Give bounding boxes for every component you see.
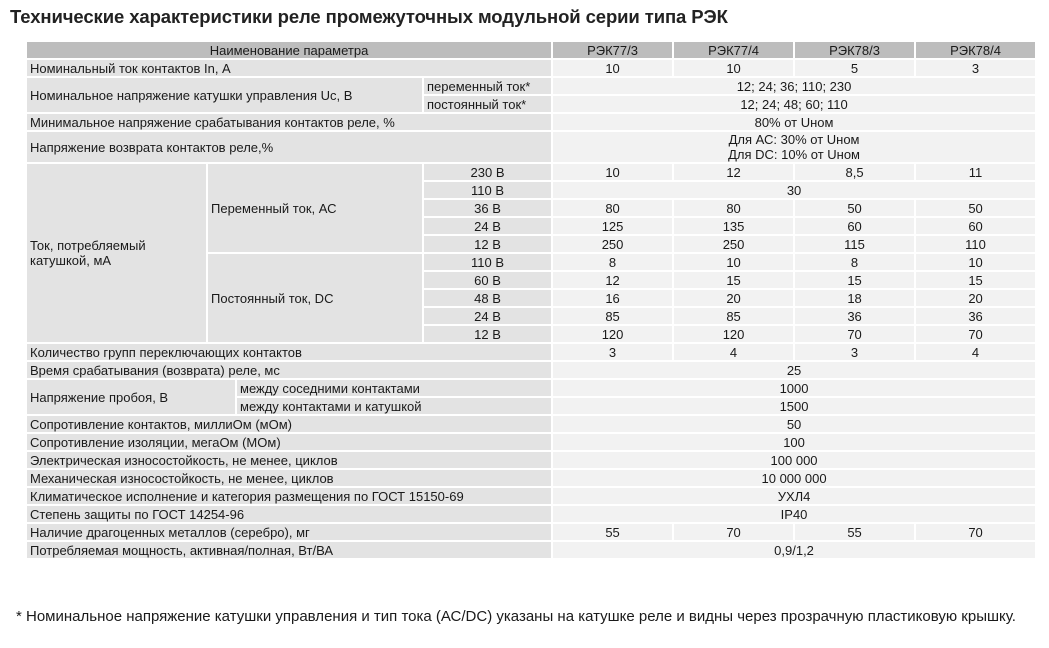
voltage-label: 110 В xyxy=(424,254,551,270)
dc-group-label: Постоянный ток, DC xyxy=(208,254,422,342)
row-label: Электрическая износостойкость, не менее, циклов xyxy=(27,452,551,468)
cell-value: 60 xyxy=(795,218,914,234)
row-label: Напряжение пробоя, В xyxy=(27,380,235,414)
cell-value: 70 xyxy=(795,326,914,342)
cell-value: 18 xyxy=(795,290,914,306)
ac-group-label: Переменный ток, АС xyxy=(208,164,422,252)
table-row xyxy=(27,344,1035,360)
header-model: РЭК77/3 xyxy=(553,42,672,58)
table-row xyxy=(27,416,1035,432)
cell-value: 70 xyxy=(674,524,793,540)
page-title: Технические характеристики реле промежуточных модульной серии типа РЭК xyxy=(10,6,728,27)
cell-value: 80% от Uном xyxy=(553,114,1035,130)
cell-value: 20 xyxy=(674,290,793,306)
voltage-label: 24 В xyxy=(424,308,551,324)
sub-label: между контактами и катушкой xyxy=(237,398,551,414)
coil-label-line1: Ток, потребляемый xyxy=(30,238,146,253)
sub-label: между соседними контактами xyxy=(237,380,551,396)
cell-value: 10 000 000 xyxy=(553,470,1035,486)
table-row xyxy=(27,114,1035,130)
cell-value: 115 xyxy=(795,236,914,252)
cell-value: УХЛ4 xyxy=(553,488,1035,504)
cell-value: 100 xyxy=(553,434,1035,450)
cell-value: 5 xyxy=(795,60,914,76)
row-label xyxy=(27,164,206,342)
cell-value: 3 xyxy=(916,60,1035,76)
voltage-label: 110 В xyxy=(424,182,551,198)
cell-value: 12 xyxy=(553,272,672,288)
cell-value: 50 xyxy=(916,200,1035,216)
table-header-row xyxy=(27,42,1035,58)
cell-value: 1000 xyxy=(553,380,1035,396)
voltage-label: 230 В xyxy=(424,164,551,180)
cell-value: 8 xyxy=(553,254,672,270)
cell-value: 25 xyxy=(553,362,1035,378)
cell-value: 10 xyxy=(674,254,793,270)
row-label: Напряжение возврата контактов реле,% xyxy=(27,132,551,162)
row-label: Наличие драгоценных металлов (серебро), мг xyxy=(27,524,551,540)
cell-value: 85 xyxy=(674,308,793,324)
header-model: РЭК78/3 xyxy=(795,42,914,58)
cell-value: 50 xyxy=(795,200,914,216)
table-row xyxy=(27,488,1035,504)
table-row xyxy=(27,60,1035,76)
cell-value: 10 xyxy=(674,60,793,76)
voltage-label: 36 В xyxy=(424,200,551,216)
return-ac-text: Для АС: 30% от Uном xyxy=(728,132,860,147)
cell-value: 36 xyxy=(795,308,914,324)
row-label: Минимальное напряжение срабатывания контактов реле, % xyxy=(27,114,551,130)
header-model: РЭК77/4 xyxy=(674,42,793,58)
cell-value: 12; 24; 48; 60; 110 xyxy=(553,96,1035,112)
cell-value: 250 xyxy=(553,236,672,252)
cell-value: 80 xyxy=(674,200,793,216)
row-label: Количество групп переключающих контактов xyxy=(27,344,551,360)
cell-value: 36 xyxy=(916,308,1035,324)
cell-value: 70 xyxy=(916,524,1035,540)
voltage-label: 24 В xyxy=(424,218,551,234)
table-row xyxy=(27,542,1035,558)
table-row xyxy=(27,506,1035,522)
table-row xyxy=(27,362,1035,378)
cell-value: 80 xyxy=(553,200,672,216)
cell-value: 8 xyxy=(795,254,914,270)
sub-label: переменный ток* xyxy=(424,78,551,94)
cell-value: 250 xyxy=(674,236,793,252)
row-label: Потребляемая мощность, активная/полная, Вт/ВА xyxy=(27,542,551,558)
cell-value: 50 xyxy=(553,416,1035,432)
cell-value: 15 xyxy=(916,272,1035,288)
cell-value: 11 xyxy=(916,164,1035,180)
row-label: Степень защиты по ГОСТ 14254-96 xyxy=(27,506,551,522)
cell-value: 30 xyxy=(553,182,1035,198)
cell-value: 125 xyxy=(553,218,672,234)
voltage-label: 48 В xyxy=(424,290,551,306)
cell-value: 0,9/1,2 xyxy=(553,542,1035,558)
cell-value: 55 xyxy=(795,524,914,540)
table-row xyxy=(27,164,1035,180)
table-row xyxy=(27,78,1035,94)
cell-value: 100 000 xyxy=(553,452,1035,468)
cell-value: 16 xyxy=(553,290,672,306)
cell-value: 70 xyxy=(916,326,1035,342)
coil-label-line2: катушкой, мА xyxy=(30,253,112,268)
row-label: Номинальный ток контактов In, А xyxy=(27,60,551,76)
cell-value: 10 xyxy=(916,254,1035,270)
row-label: Время срабатывания (возврата) реле, мс xyxy=(27,362,551,378)
cell-value: IP40 xyxy=(553,506,1035,522)
row-label: Сопротивление контактов, миллиОм (мОм) xyxy=(27,416,551,432)
cell-value: 4 xyxy=(674,344,793,360)
cell-value: 60 xyxy=(916,218,1035,234)
cell-value: 8,5 xyxy=(795,164,914,180)
row-label: Климатическое исполнение и категория размещения по ГОСТ 15150-69 xyxy=(27,488,551,504)
cell-value: 10 xyxy=(553,60,672,76)
table-row xyxy=(27,452,1035,468)
cell-value: 55 xyxy=(553,524,672,540)
cell-value: 15 xyxy=(674,272,793,288)
table-row xyxy=(27,132,1035,162)
table-row xyxy=(27,434,1035,450)
cell-value xyxy=(553,132,1035,162)
table-row xyxy=(27,470,1035,486)
cell-value: 20 xyxy=(916,290,1035,306)
header-model: РЭК78/4 xyxy=(916,42,1035,58)
cell-value: 15 xyxy=(795,272,914,288)
cell-value: 4 xyxy=(916,344,1035,360)
spec-table xyxy=(25,40,1037,560)
cell-value: 12; 24; 36; 110; 230 xyxy=(553,78,1035,94)
cell-value: 10 xyxy=(553,164,672,180)
row-label: Механическая износостойкость, не менее, циклов xyxy=(27,470,551,486)
voltage-label: 12 В xyxy=(424,326,551,342)
return-dc-text: Для DC: 10% от Uном xyxy=(728,147,860,162)
cell-value: 12 xyxy=(674,164,793,180)
cell-value: 3 xyxy=(553,344,672,360)
cell-value: 120 xyxy=(553,326,672,342)
table-row xyxy=(27,524,1035,540)
cell-value: 135 xyxy=(674,218,793,234)
sub-label: постоянный ток* xyxy=(424,96,551,112)
voltage-label: 12 В xyxy=(424,236,551,252)
header-param: Наименование параметра xyxy=(27,42,551,58)
row-label: Номинальное напряжение катушки управления Uc, В xyxy=(27,78,422,112)
table-row xyxy=(27,380,1035,396)
cell-value: 1500 xyxy=(553,398,1035,414)
footnote: * Номинальное напряжение катушки управления и тип тока (АС/DC) указаны на катушке реле и видны через прозрачную пластиковую крышку. xyxy=(16,608,1016,625)
cell-value: 120 xyxy=(674,326,793,342)
cell-value: 110 xyxy=(916,236,1035,252)
cell-value: 3 xyxy=(795,344,914,360)
row-label: Сопротивление изоляции, мегаОм (МОм) xyxy=(27,434,551,450)
cell-value: 85 xyxy=(553,308,672,324)
voltage-label: 60 В xyxy=(424,272,551,288)
